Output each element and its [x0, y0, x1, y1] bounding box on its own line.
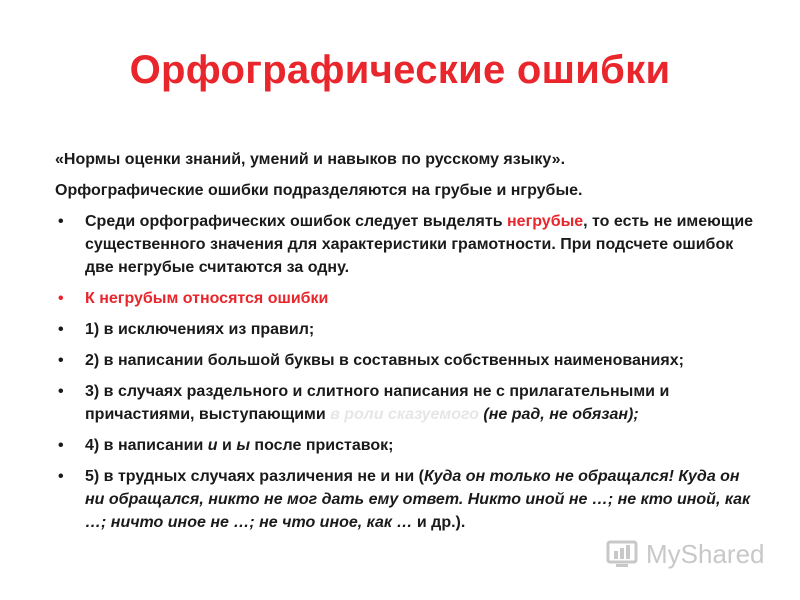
- myshared-logo-icon: [606, 539, 640, 569]
- intro-line-1: «Нормы оценки знаний, умений и навыков по русскому языку».: [55, 151, 566, 168]
- bullet-marker: •: [58, 383, 64, 400]
- bullet-item: [55, 210, 755, 279]
- bullet-text: после приставок;: [249, 437, 394, 454]
- bullet-item: [55, 349, 755, 372]
- letter-example: ы: [236, 437, 250, 454]
- watermark-text: MyShared: [646, 538, 765, 569]
- bullet-subheading: К негрубым относятся ошибки: [85, 290, 329, 307]
- bullet-text: и др.).: [412, 514, 466, 531]
- bullet-item: [55, 380, 755, 426]
- bullet-marker: •: [58, 213, 64, 230]
- bullet-marker: •: [58, 290, 64, 307]
- watermark: [606, 534, 765, 574]
- bullet-text: и: [217, 437, 237, 454]
- faded-text: в роли сказуемого: [330, 406, 479, 423]
- bullet-text: Среди орфографических ошибок следует выделять: [85, 213, 507, 230]
- intro-line-2: Орфографические ошибки подразделяются на грубые и нгрубые.: [55, 182, 583, 199]
- slide-body: [55, 148, 755, 542]
- bullet-text: 5) в трудных случаях различения не и ни (: [85, 468, 424, 485]
- bullet-marker: •: [58, 321, 64, 338]
- bullet-marker: •: [58, 468, 64, 485]
- bullet-text: 4) в написании: [85, 437, 208, 454]
- bullet-example: Куда он только не обращался! Куда он ни обращался, никто не мог дать ему ответ. Никто иной не …; не кто иной, как …; ничто иное не …; не что иное, как …: [85, 468, 751, 531]
- bullet-item: [55, 318, 755, 341]
- bullet-text: 1) в исключениях из правил;: [85, 321, 315, 338]
- bullet-list: [55, 210, 755, 534]
- bullet-item: [55, 287, 755, 310]
- bullet-marker: •: [58, 352, 64, 369]
- letter-example: и: [207, 437, 218, 454]
- slide-title: Орфографические ошибки: [129, 48, 671, 92]
- bullet-text: 3) в случаях раздельного и слитного написания не с прилагательными и причастиями, выступающими: [85, 383, 670, 423]
- bullet-text: 2) в написании большой буквы в составных собственных наименованиях;: [85, 352, 684, 369]
- bullet-text: , то есть не имеющие существенного значения для характеристики грамотности. При подсчете ошибок две негрубые считаются за одну.: [85, 213, 754, 276]
- highlight-word: негрубые: [507, 213, 584, 230]
- bullet-marker: •: [58, 437, 64, 454]
- bullet-item: [55, 434, 755, 457]
- bullet-example: (не рад, не обязан);: [478, 406, 639, 423]
- bullet-item: [55, 465, 755, 534]
